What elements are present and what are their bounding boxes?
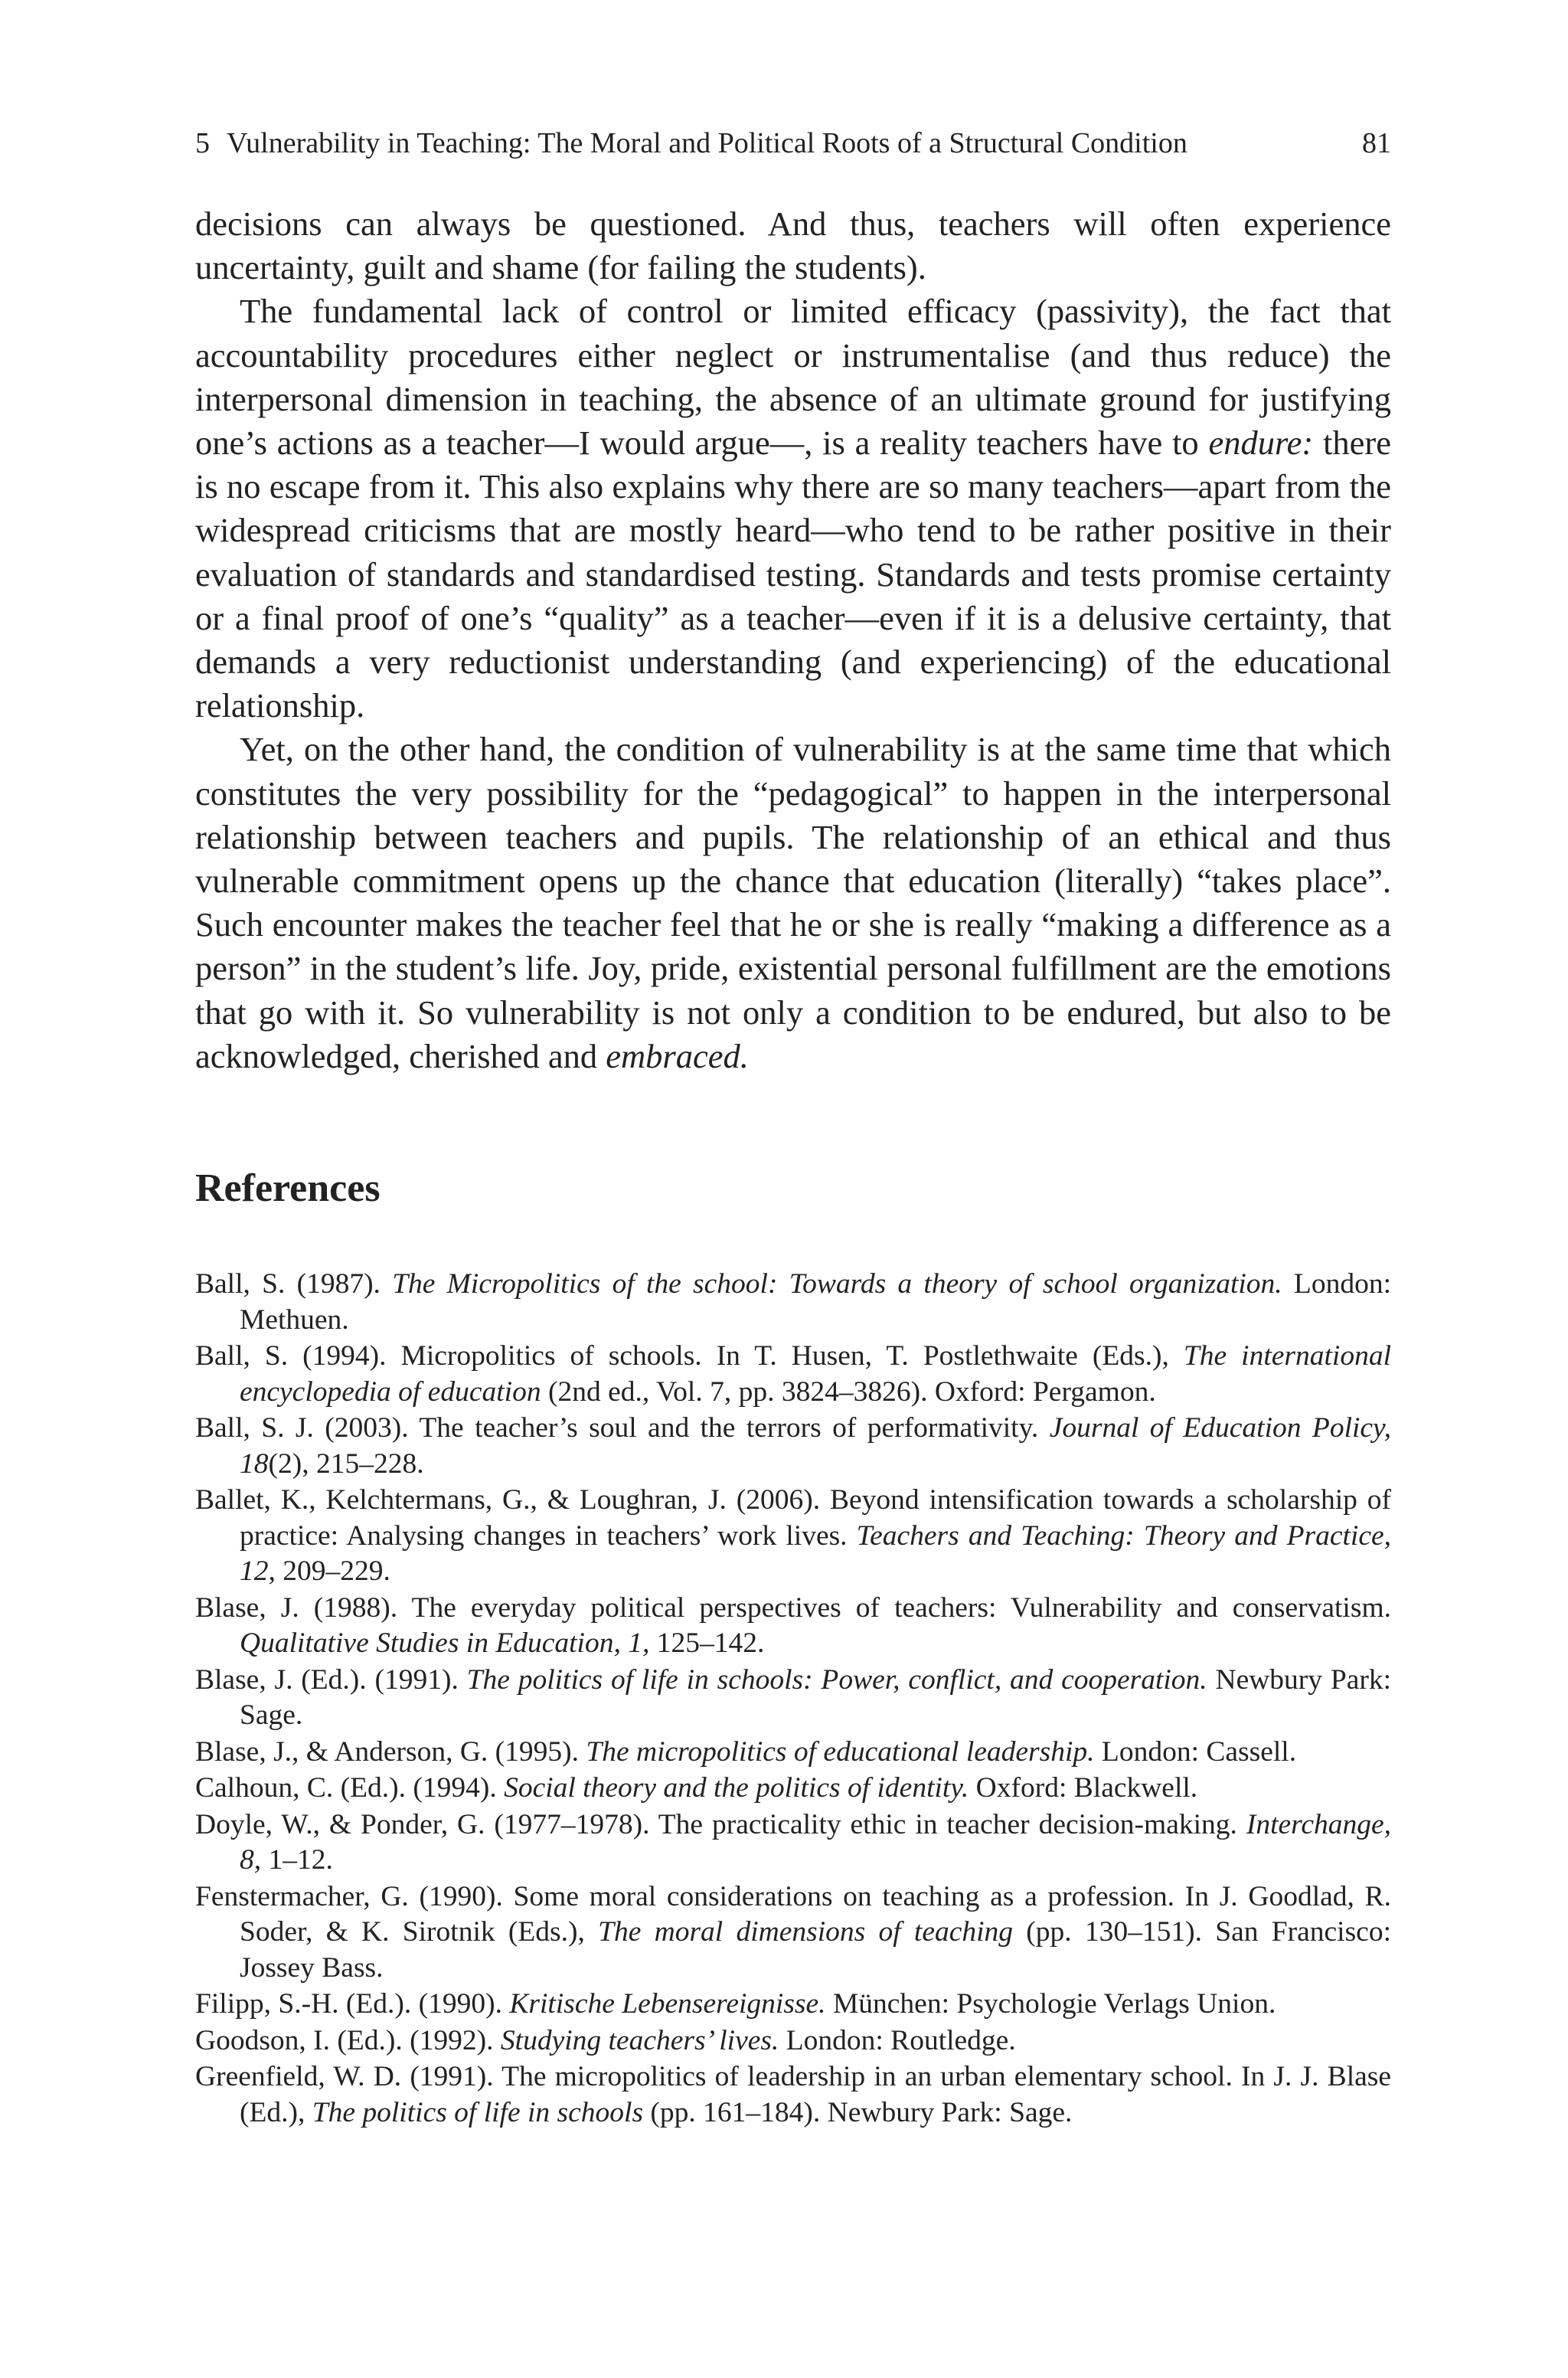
reference-title: Journal of Education Policy, 18 [240,1412,1391,1480]
reference-item [195,1987,1391,2023]
reference-title: Studying teachers’ lives. [500,2024,779,2056]
reference-details: (pp. 130–151). San Francisco: Jossey Bass. [240,1916,1391,1984]
chapter-heading [195,124,1187,162]
paragraph-1 [195,202,1391,289]
reference-title: Interchange, 8, [240,1808,1391,1876]
reference-item [195,1807,1391,1879]
reference-item [195,1339,1391,1410]
reference-details: London: Methuen. [240,1268,1392,1336]
reference-details: London: Cassell. [1094,1735,1297,1768]
paragraph-2 [195,289,1391,728]
reference-details: Newbury Park: Sage. [240,1663,1392,1731]
reference-title: Kritische Lebensereignisse. [509,1988,826,2020]
paragraph-2-text-a: The fundamental lack of control or limited efficacy (passivity), the fact that accountability procedures either neglect or instrumentalise (and thus reduce) the interpersonal dimension in teaching, the absence of an ultimate ground for justifying one’s actions as a teacher—I would argue—, is a reality teachers have to [195,292,1391,463]
reference-details: (pp. 161–184). Newbury Park: Sage. [643,2096,1073,2128]
references-heading: References [195,1166,381,1210]
paragraph-2-emphasis: endure: [1208,424,1314,463]
reference-text: Greenfield, W. D. (1991). The micropolitics of leadership in an urban elementary school. In J. J. Blase (Ed.), [195,2061,1391,2128]
reference-title: Qualitative Studies in Education, 1, [240,1627,650,1659]
reference-details: (2nd ed., Vol. 7, pp. 3824–3826). Oxford: Pergamon. [541,1375,1156,1408]
reference-text: Ball, S. (1987). [195,1268,393,1300]
running-header [195,124,1391,162]
reference-title: The politics of life in schools [312,2096,644,2128]
reference-item [195,1879,1391,1987]
chapter-number: 5 [195,127,210,159]
reference-text: Filipp, S.-H. (Ed.). (1990). [195,1988,510,2020]
paragraph-3-emphasis: embraced. [606,1036,749,1075]
reference-item [195,1411,1391,1482]
paragraph-2-text-b: there is no escape from it. This also explains why there are so many teachers—apart from the widespread criticisms that are mostly heard—who tend to be rather positive in their evaluation of standards and standardised testing. Standards and tests promise certainty or a final proof of one’s “quality” as a teacher—even if it is a delusive certainty, that demands a very reductionist understanding (and experiencing) of the educational relationship. [195,424,1391,725]
reference-title: The micropolitics of educational leadership. [586,1735,1095,1768]
paragraph-3-text: Yet, on the other hand, the condition of vulnerability is at the same time that which constitutes the very possibility for the “pedagogical” to happen in the interpersonal relationship between teachers and pupils. The relationship of an ethical and thus vulnerable commitment opens up the chance that education (literally) “takes place”. Such encounter makes the teacher feel that he or she is really “making a difference as a person” in the student’s life. Joy, pride, existential personal fulfillment are the emotions that go with it. So vulnerability is not only a condition to be endured, but also to be acknowledged, cherished and [195,730,1391,1075]
reference-title: Social theory and the politics of identity. [504,1772,969,1804]
reference-text: Blase, J., & Anderson, G. (1995). [195,1735,586,1768]
reference-text: Goodson, I. (Ed.). (1992). [195,2024,501,2056]
page-number: 81 [1362,127,1391,159]
reference-item [195,1483,1391,1590]
reference-text: Ball, S. (1994). Micropolitics of schools. In T. Husen, T. Postlethwaite (Eds.), [195,1340,1184,1372]
reference-title: Teachers and Teaching: Theory and Practice, 12, [240,1519,1391,1587]
paragraph-3 [195,728,1391,1078]
reference-title: The international encyclopedia of education [240,1340,1391,1408]
reference-text: Ball, S. J. (2003). The teacher’s soul and the terrors of performativity. [195,1412,1050,1444]
reference-details: London: Routledge. [779,2024,1016,2056]
reference-title: The politics of life in schools: Power, conflict, and cooperation. [466,1663,1207,1696]
reference-text: Ballet, K., Kelchtermans, G., & Loughran, J. (2006). Beyond intensification towards a scholarship of practice: Analysing changes in teachers’ work lives. [195,1484,1391,1552]
body-text [195,202,1391,1078]
reference-item [195,1771,1391,1807]
reference-text: Blase, J. (1988). The everyday political perspectives of teachers: Vulnerability and conservatism. [195,1591,1391,1624]
reference-details: 209–229. [275,1555,390,1587]
paragraph-1-text: decisions can always be questioned. And thus, teachers will often experience uncertainty, guilt and shame (for failing the students). [195,204,1391,287]
reference-item [195,1267,1391,1338]
reference-details: (2), 215–228. [268,1447,424,1480]
chapter-title: Vulnerability in Teaching: The Moral and Political Roots of a Structural Condition [227,127,1187,159]
reference-details: Oxford: Blackwell. [969,1772,1198,1804]
reference-item [195,1663,1391,1734]
reference-text: Blase, J. (Ed.). (1991). [195,1663,467,1696]
reference-title: The moral dimensions of teaching [598,1916,1014,1948]
reference-details: München: Psychologie Verlags Union. [825,1988,1276,2020]
reference-item [195,2023,1391,2059]
reference-list [195,1267,1391,2131]
reference-item [195,1735,1391,1771]
reference-item [195,1591,1391,1662]
reference-details: 125–142. [649,1627,765,1659]
reference-item [195,2059,1391,2131]
reference-text: Doyle, W., & Ponder, G. (1977–1978). The practicality ethic in teacher decision-making. [195,1808,1246,1840]
reference-text: Fenstermacher, G. (1990). Some moral considerations on teaching as a profession. In J. Goodlad, R. Soder, & K. Sirotnik (Eds.), [195,1880,1391,1948]
reference-text: Calhoun, C. (Ed.). (1994). [195,1772,505,1804]
reference-title: The Micropolitics of the school: Towards a theory of school organization. [392,1268,1282,1300]
reference-details: 1–12. [261,1844,333,1876]
